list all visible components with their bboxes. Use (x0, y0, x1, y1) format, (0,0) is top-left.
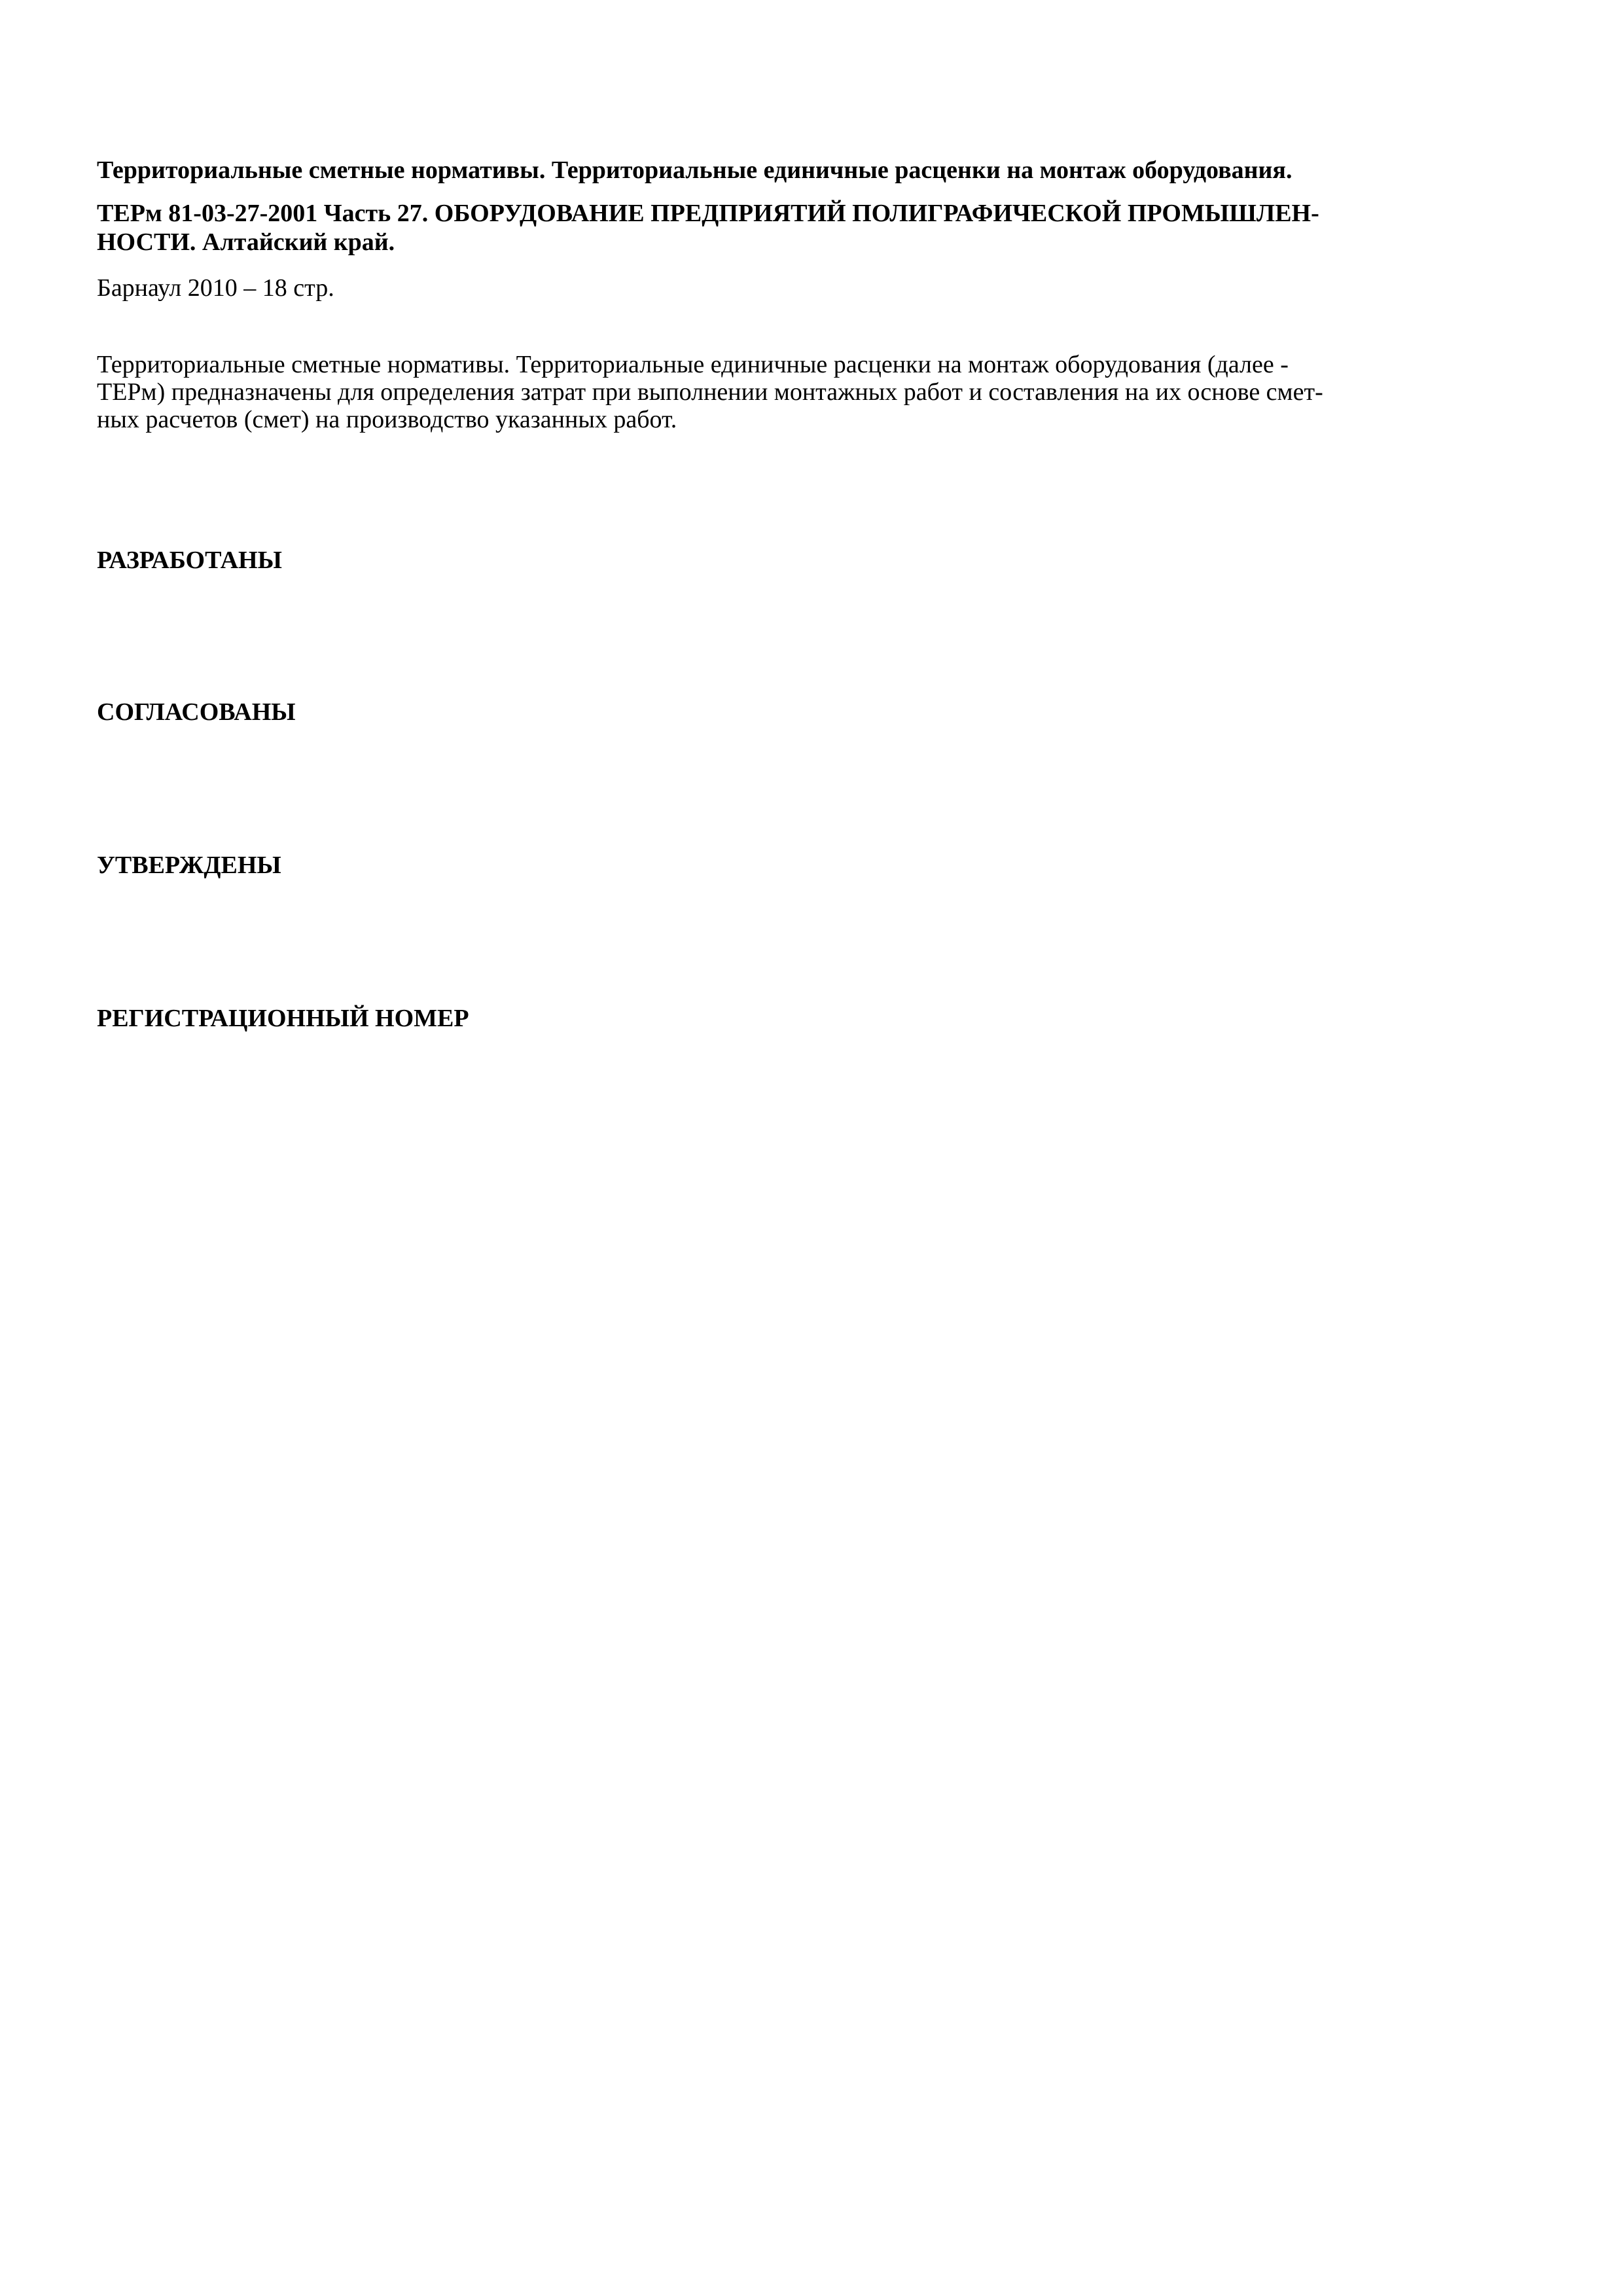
section-heading-developed: РАЗРАБОТАНЫ (97, 547, 282, 574)
page-content (97, 156, 1468, 1032)
section-heading-registration-number: РЕГИСТРАЦИОННЫЙ НОМЕР (97, 1005, 469, 1032)
code-title-line-1: ТЕРм 81-03-27-2001 Часть 27. ОБОРУДОВАНИЕ ПРЕДПРИЯТИЙ ПОЛИГРАФИЧЕСКОЙ ПРОМЫШЛЕН- (97, 200, 1319, 227)
description-line-2: ТЕРм) предназначены для определения затрат при выполнении монтажных работ и составления на их основе смет- (97, 378, 1323, 406)
section-heading-approved: УТВЕРЖДЕНЫ (97, 852, 281, 879)
description-paragraph (97, 351, 1468, 433)
section-heading-agreed: СОГЛАСОВАНЫ (97, 698, 296, 726)
code-title (97, 199, 1468, 257)
description-line-1: Территориальные сметные нормативы. Территориальные единичные расценки на монтаж оборудования (далее - (97, 351, 1289, 378)
code-title-line-2: НОСТИ. Алтайский край. (97, 228, 395, 256)
publication-info: Барнаул 2010 – 18 стр. (97, 274, 334, 302)
series-title: Территориальные сметные нормативы. Территориальные единичные расценки на монтаж оборудования. (97, 156, 1293, 184)
description-line-3: ных расчетов (смет) на производство указанных работ. (97, 406, 677, 433)
